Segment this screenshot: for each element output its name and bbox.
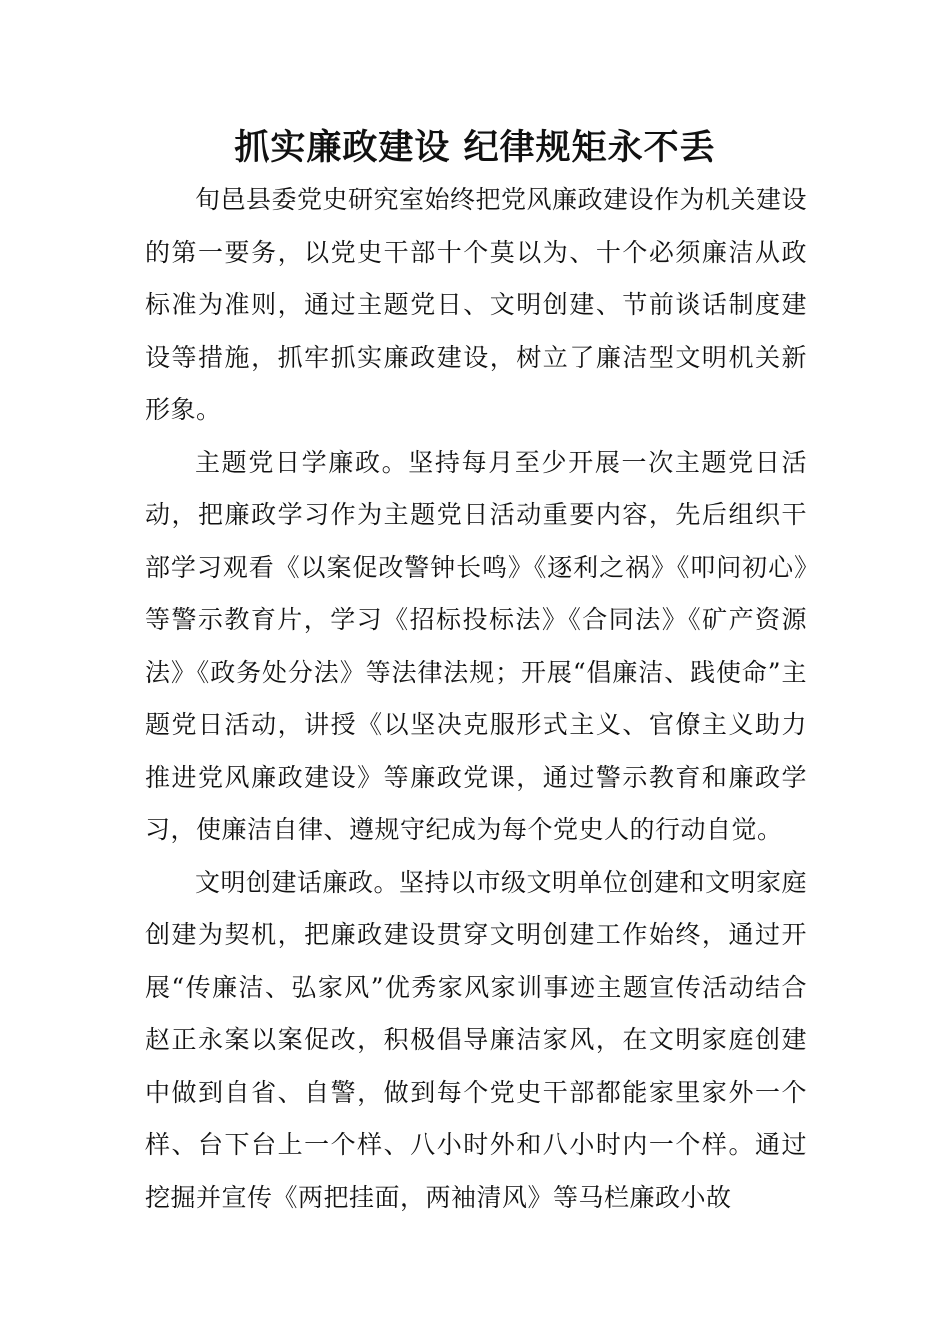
document-body (145, 174, 807, 1224)
document-title: 抓实廉政建设 纪律规矩永不丢 (234, 127, 716, 168)
paragraph-theme-party-day: 主题党日学廉政。坚持每月至少开展一次主题党日活动，把廉政学习作为主题党日活动重要内容，先后组织干部学习观看《以案促改警钟长鸣》《逐利之祸》《叩问初心》等警示教育片，学习《招标投标法》《合同法》《矿产资源法》《政务处分法》等法律法规；开展“倡廉洁、践使命”主题党日活动，讲授《以坚决克服形式主义、官僚主义助力推进党风廉政建设》等廉政党课，通过警示教育和廉政学习，使廉洁自律、遵规守纪成为每个党史人的行动自觉。 (145, 447, 807, 844)
paragraph-civilization-creation: 文明创建话廉政。坚持以市级文明单位创建和文明家庭创建为契机，把廉政建设贯穿文明创建工作始终，通过开展“传廉洁、弘家风”优秀家风家训事迹主题宣传活动结合赵正永案以案促改，积极倡导廉洁家风，在文明家庭创建中做到自省、自警，做到每个党史干部都能家里家外一个样、台下台上一个样、八小时外和八小时内一个样。通过挖掘并宣传《两把挂面，两袖清风》等马栏廉政小故 (145, 867, 808, 1212)
paragraph-intro: 旬邑县委党史研究室始终把党风廉政建设作为机关建设的第一要务，以党史干部十个莫以为、十个必须廉洁从政标准为准则，通过主题党日、文明创建、节前谈话制度建设等措施，抓牢抓实廉政建设，树立了廉洁型文明机关新形象。 (145, 185, 808, 424)
